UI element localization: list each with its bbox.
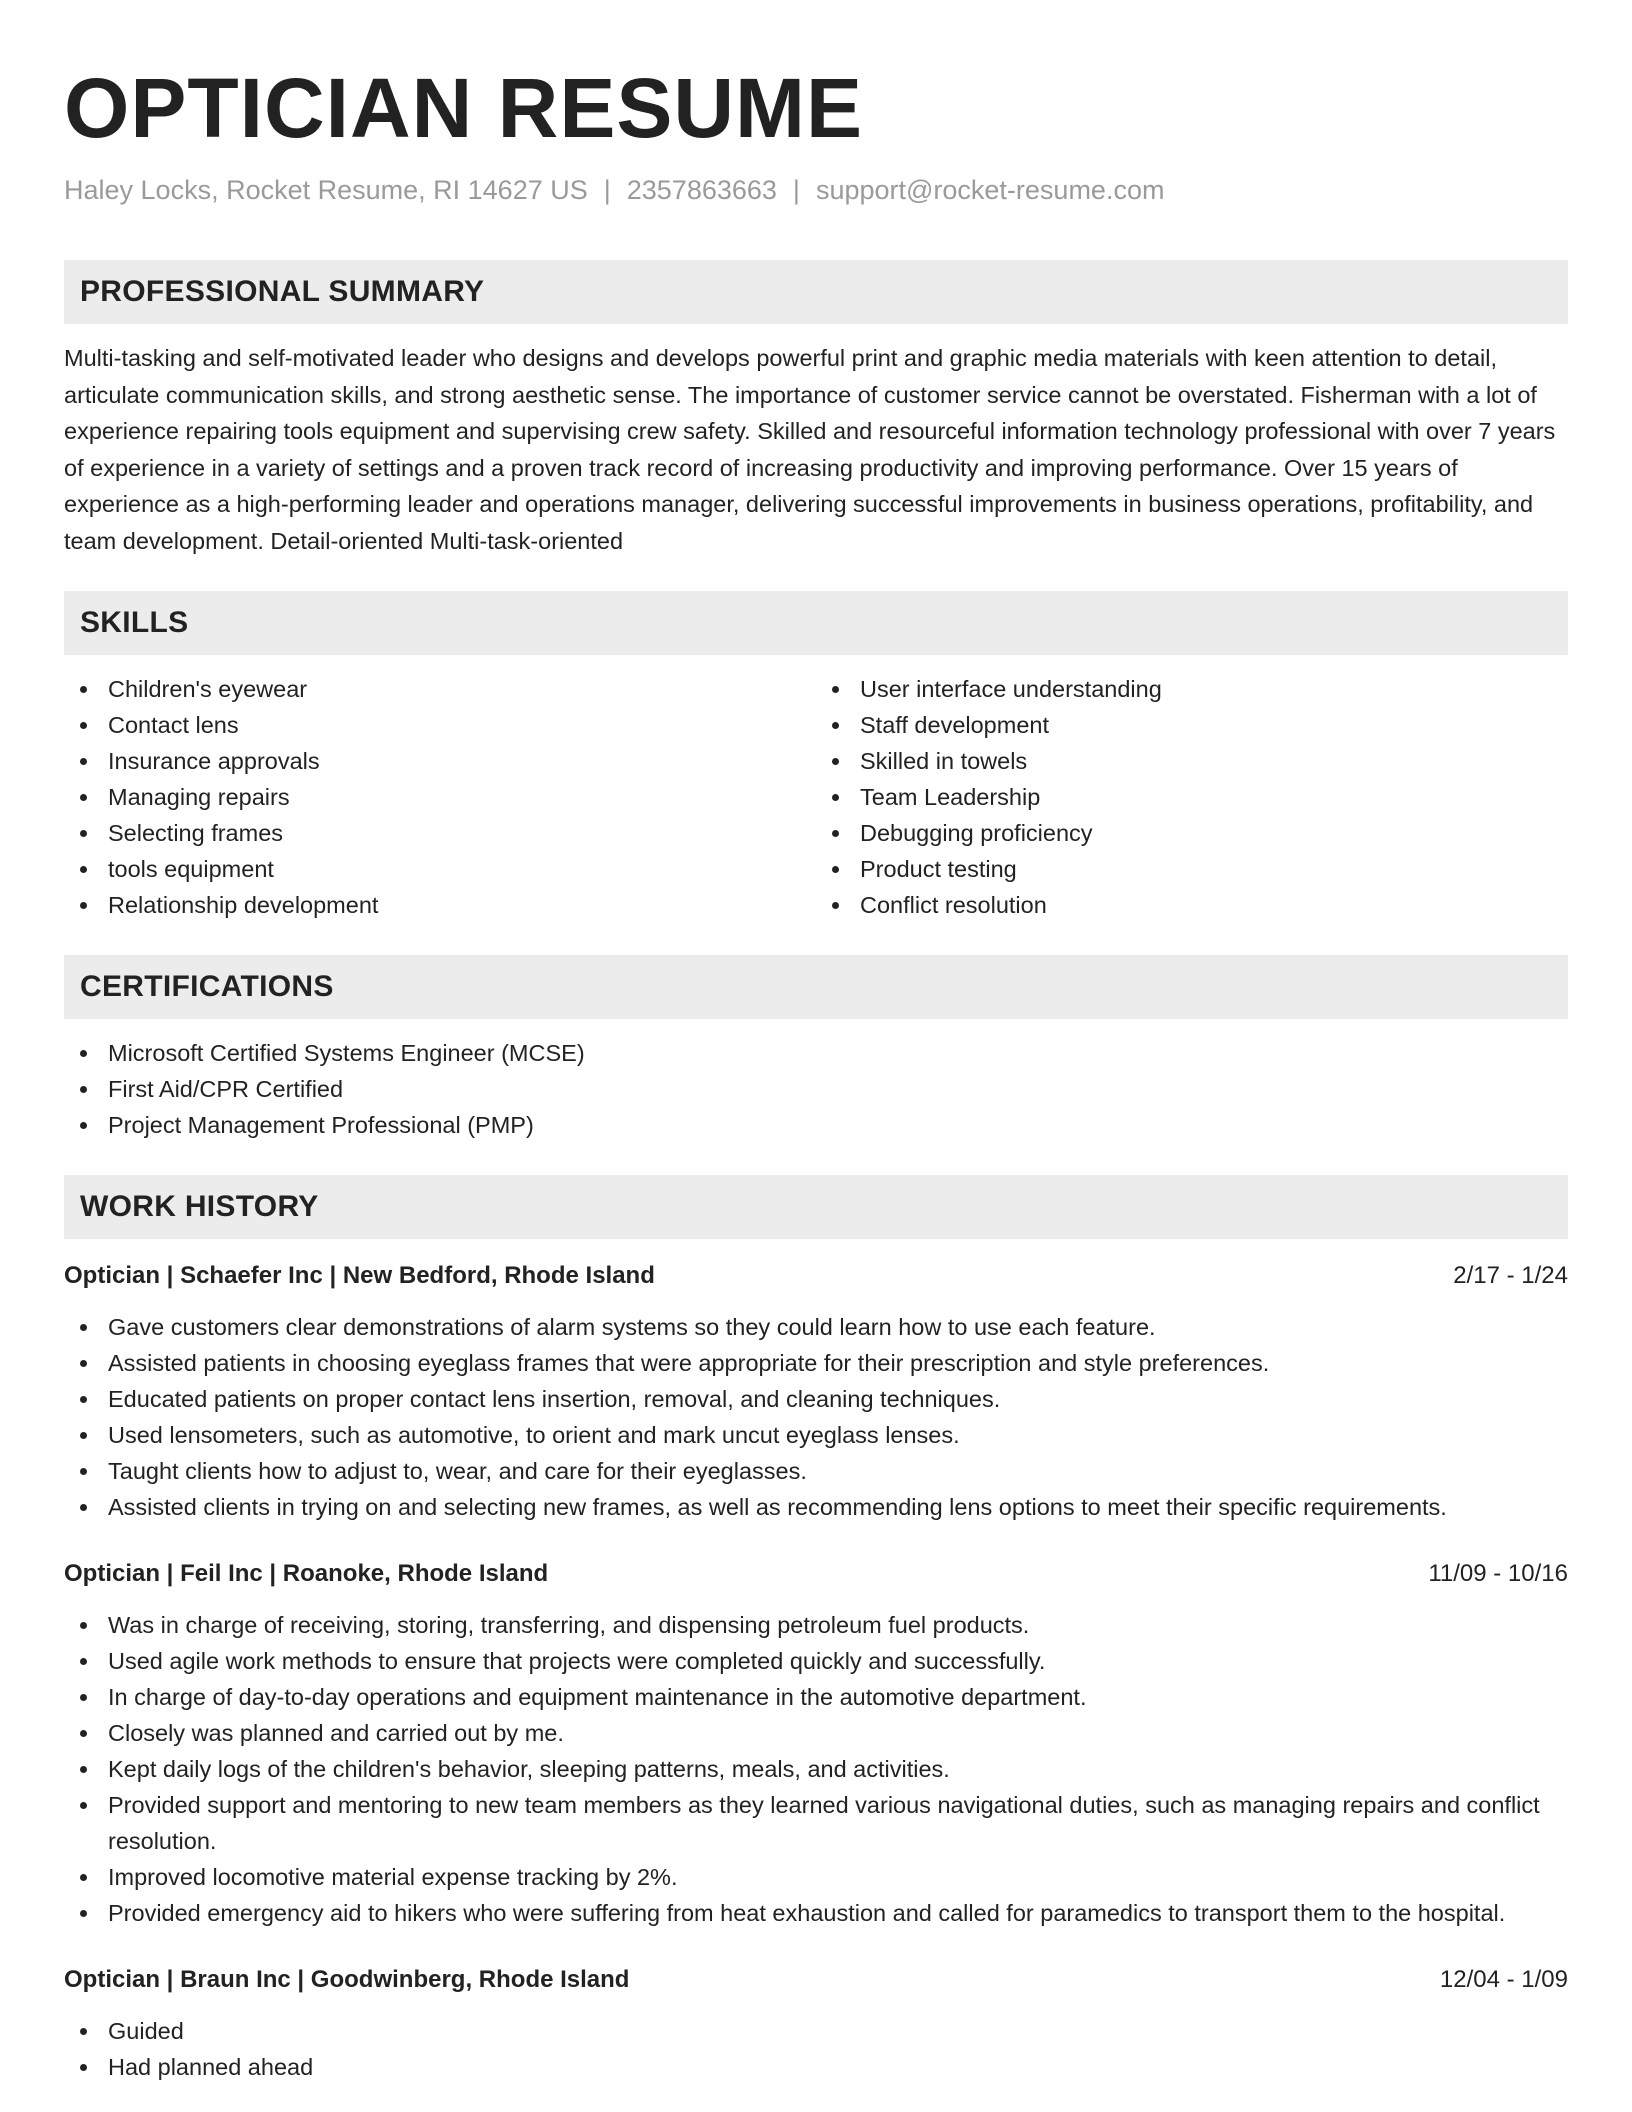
contact-line [64, 172, 1568, 208]
job-entry [64, 1557, 1568, 1931]
skill-item: Team Leadership [816, 779, 1568, 815]
skill-item: Managing repairs [64, 779, 816, 815]
skill-item: Selecting frames [64, 815, 816, 851]
job-bullet: Assisted patients in choosing eyeglass frames that were appropriate for their prescription and style preferences. [64, 1345, 1568, 1381]
skills-list-right [816, 671, 1568, 923]
summary-heading: PROFESSIONAL SUMMARY [80, 275, 485, 308]
job-dates: 2/17 - 1/24 [1453, 1262, 1568, 1289]
contact-separator: | [792, 175, 800, 205]
job-bullet: Assisted clients in trying on and selecting new frames, as well as recommending lens options to meet their specific requirements. [64, 1489, 1568, 1525]
skills-columns [64, 671, 1568, 923]
job-bullet: Kept daily logs of the children's behavior, sleeping patterns, meals, and activities. [64, 1751, 1568, 1787]
contact-phone: 2357863663 [626, 175, 777, 205]
job-bullets [64, 1607, 1568, 1931]
work-history-heading: WORK HISTORY [80, 1190, 319, 1223]
job-dates: 12/04 - 1/09 [1439, 1966, 1568, 1993]
job-bullet: Improved locomotive material expense tracking by 2%. [64, 1859, 1568, 1895]
job-title: Optician | Braun Inc | Goodwinberg, Rhode Island [64, 1966, 630, 1993]
skills-list-left [64, 671, 816, 923]
summary-section-header [64, 260, 1568, 324]
job-bullet: Provided support and mentoring to new team members as they learned various navigational duties, such as managing repairs and conflict resolution. [64, 1787, 1568, 1859]
skills-heading: SKILLS [80, 606, 189, 639]
contact-separator: | [603, 175, 611, 205]
job-bullets [64, 2013, 1568, 2085]
job-bullet: Guided [64, 2013, 1568, 2049]
summary-text: Multi-tasking and self-motivated leader who designs and develops powerful print and graphic media materials with keen attention to detail, articulate communication skills, and strong aesthetic sense. The importance of customer service cannot be overstated. Fisherman with a lot of experience repairing tools equipment and supervising crew safety. Skilled and resourceful information technology professional with over 7 years of experience in a variety of settings and a proven track record of increasing productivity and improving performance. Over 15 years of experience as a high-performing leader and operations manager, delivering successful improvements in business operations, profitability, and team development. Detail-oriented Multi-task-oriented [64, 345, 1556, 554]
job-bullet: Gave customers clear demonstrations of alarm systems so they could learn how to use each feature. [64, 1309, 1568, 1345]
skill-item: User interface understanding [816, 671, 1568, 707]
contact-address: Haley Locks, Rocket Resume, RI 14627 US [64, 175, 588, 205]
certifications-section-header [64, 955, 1568, 1019]
skill-item: Contact lens [64, 707, 816, 743]
skill-item: Insurance approvals [64, 743, 816, 779]
skill-item: Debugging proficiency [816, 815, 1568, 851]
job-bullet: In charge of day-to-day operations and equipment maintenance in the automotive department. [64, 1679, 1568, 1715]
job-bullet: Educated patients on proper contact lens insertion, removal, and cleaning techniques. [64, 1381, 1568, 1417]
job-entry [64, 1259, 1568, 1525]
certifications-heading: CERTIFICATIONS [80, 970, 334, 1003]
job-bullets [64, 1309, 1568, 1525]
work-history-section-header [64, 1175, 1568, 1239]
job-entry [64, 1963, 1568, 2085]
job-dates: 11/09 - 10/16 [1428, 1560, 1568, 1587]
job-bullet: Provided emergency aid to hikers who were suffering from heat exhaustion and called for paramedics to transport them to the hospital. [64, 1895, 1568, 1931]
skills-section-header [64, 591, 1568, 655]
job-header [64, 1259, 1568, 1293]
job-bullet: Taught clients how to adjust to, wear, and care for their eyeglasses. [64, 1453, 1568, 1489]
resume-title: OPTICIAN RESUME [64, 61, 864, 155]
skill-item: tools equipment [64, 851, 816, 887]
job-title: Optician | Schaefer Inc | New Bedford, Rhode Island [64, 1262, 655, 1289]
job-header [64, 1963, 1568, 1997]
job-bullet: Used lensometers, such as automotive, to orient and mark uncut eyeglass lenses. [64, 1417, 1568, 1453]
certification-item: Microsoft Certified Systems Engineer (MCSE) [64, 1035, 1568, 1071]
skill-item: Conflict resolution [816, 887, 1568, 923]
certification-item: First Aid/CPR Certified [64, 1071, 1568, 1107]
skill-item: Relationship development [64, 887, 816, 923]
certifications-list [64, 1035, 1568, 1143]
certification-item: Project Management Professional (PMP) [64, 1107, 1568, 1143]
contact-email: support@rocket-resume.com [815, 175, 1165, 205]
job-bullet: Used agile work methods to ensure that projects were completed quickly and successfully. [64, 1643, 1568, 1679]
job-bullet: Had planned ahead [64, 2049, 1568, 2085]
skill-item: Product testing [816, 851, 1568, 887]
job-header [64, 1557, 1568, 1591]
skill-item: Staff development [816, 707, 1568, 743]
skill-item: Children's eyewear [64, 671, 816, 707]
job-bullet: Closely was planned and carried out by me. [64, 1715, 1568, 1751]
skill-item: Skilled in towels [816, 743, 1568, 779]
job-bullet: Was in charge of receiving, storing, transferring, and dispensing petroleum fuel products. [64, 1607, 1568, 1643]
job-title: Optician | Feil Inc | Roanoke, Rhode Island [64, 1560, 549, 1587]
